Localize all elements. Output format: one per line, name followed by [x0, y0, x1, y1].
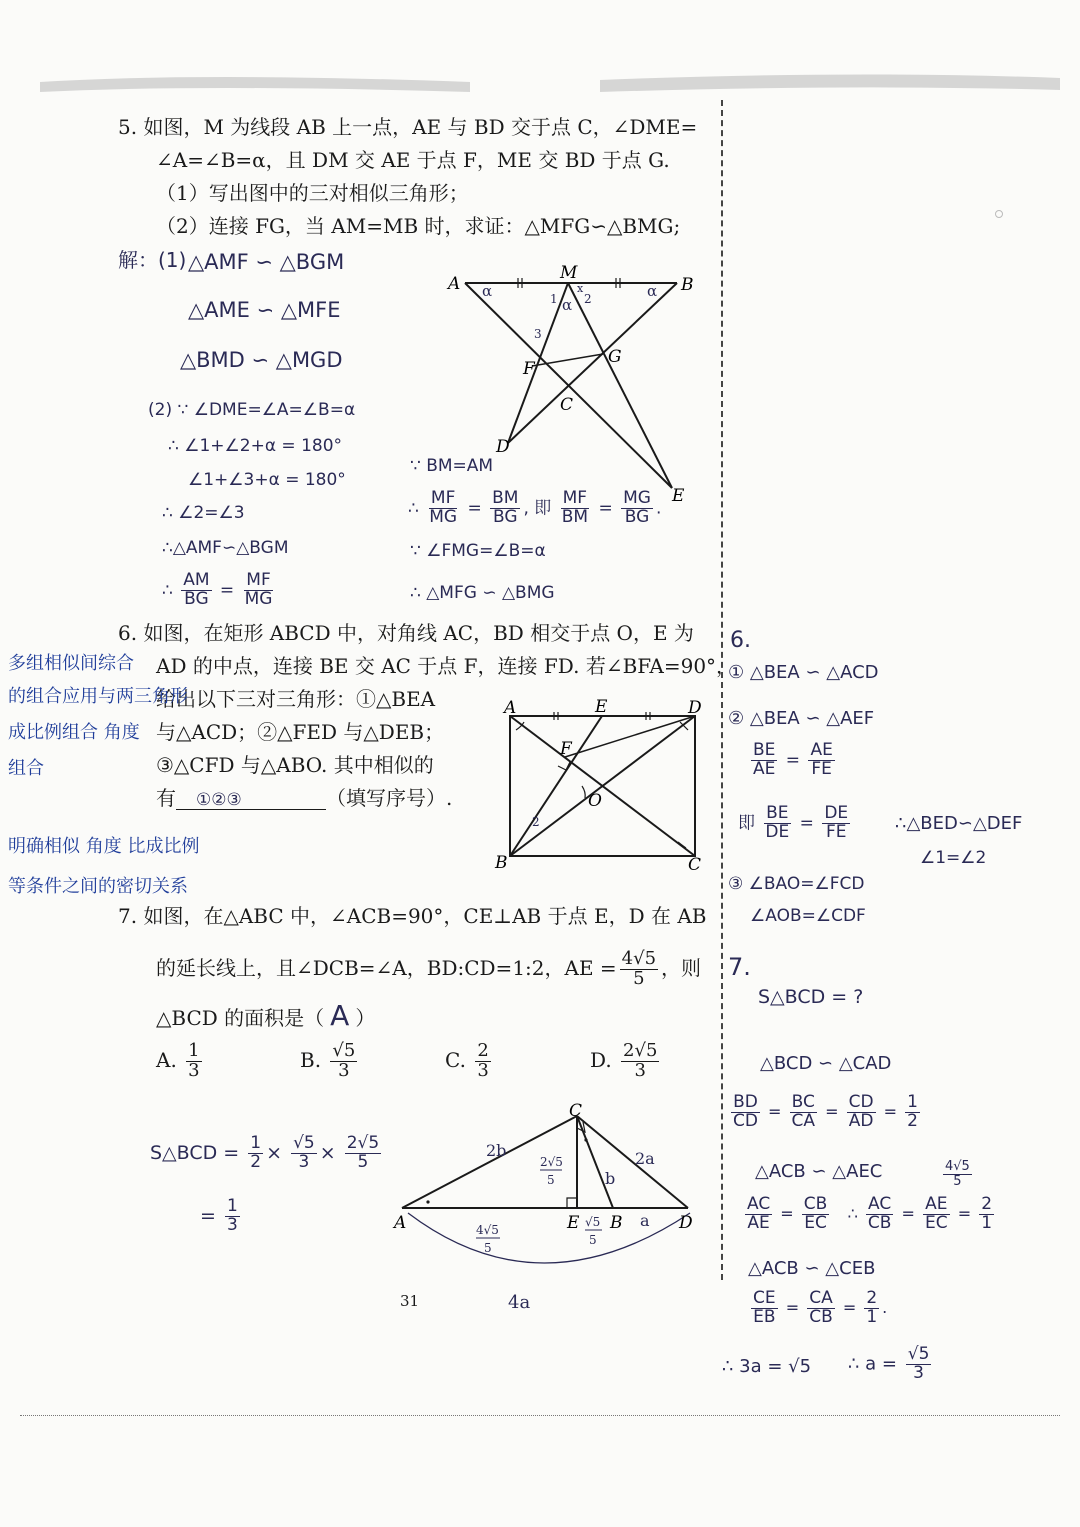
- q7-option-c: C. $\frac{2}{3}$: [445, 1040, 489, 1081]
- q7-right-num: 7.: [728, 953, 751, 981]
- q5-answer-l3: △BMD ∽ △MGD: [180, 348, 343, 372]
- q7-right-s4b: ∴ a = $\frac{√5}{3}$: [848, 1344, 930, 1383]
- q5-line2: ∠A=∠B=α，且 DM 交 AE 于点 F，ME 交 BD 于点 G.: [156, 148, 670, 172]
- label-e: E: [595, 697, 608, 717]
- q7-right-ratios3: $\frac{CE}{EB}$ = $\frac{CA}{CB}$ = $\frac{2}{1}$ .: [753, 1288, 888, 1327]
- q5-answer-label: 解：(1): [118, 248, 187, 272]
- q5-proof-c: ∠1+∠3+α = 180°: [188, 470, 346, 490]
- q5-proof-r3: ∵ ∠FMG=∠B=α: [410, 541, 546, 561]
- q6-line4: 与△ACD；②△FED 与△DEB；: [156, 720, 445, 744]
- q6-note-3: 成比例组合 角度: [8, 722, 140, 743]
- q5-proof-d: ∴ ∠2=∠3: [162, 503, 245, 523]
- page-bottom-rule: [20, 1415, 1060, 1416]
- len-ce-den: 5: [547, 1173, 555, 1187]
- arc-label-4a: 4a: [508, 1292, 531, 1313]
- q7-right-s1: △BCD ∽ △CAD: [760, 1053, 892, 1074]
- q5-figure: [440, 258, 700, 508]
- q7-left-result: = $\frac{1}{3}$: [200, 1196, 238, 1235]
- q6-note-5: 明确相似 角度 比成比例: [8, 836, 200, 857]
- q7-right-top-frac: $\frac{4√5}{5}$: [945, 1159, 970, 1189]
- q6-right-ratio2: 即 $\frac{BE}{DE}$ = $\frac{DE}{FE}$: [738, 803, 849, 842]
- label-f: F: [523, 359, 535, 379]
- q6-note-6: 等条件之间的密切关系: [8, 876, 188, 897]
- scan-shadow: [0, 70, 1080, 100]
- q7-line3: △BCD 的面积是（ A ）: [156, 999, 376, 1032]
- segment-md: [508, 283, 568, 443]
- label-d: D: [679, 1213, 693, 1233]
- q6-right-num: 6.: [730, 628, 751, 653]
- angle-3: 3: [534, 327, 542, 341]
- q6-right-a5: ③ ∠BAO=∠FCD: [728, 874, 865, 894]
- scan-speck: [995, 210, 1003, 218]
- q6-line3: 给出以下三对三角形：①△BEA: [156, 687, 436, 711]
- label-m: M: [560, 263, 578, 283]
- q5-proof-r1: ∵ BM=AM: [410, 456, 494, 476]
- q7-right-ratios1: $\frac{BD}{CD}$ = $\frac{BC}{CA}$ = $\frac{CD}{AD}$ = $\frac{1}{2}$: [733, 1092, 918, 1131]
- q7-line1: 7. 如图，在△ABC 中，∠ACB=90°，CE⊥AB 于点 E，D 在 AB: [118, 904, 707, 928]
- q7-left-calc: S△BCD = $\frac{1}{2}$ × $\frac{√5}{3}$ × $\frac{2√5}{5}$: [150, 1133, 380, 1172]
- segment-me: [568, 283, 672, 488]
- label-c: C: [569, 1101, 583, 1121]
- label-b: B: [610, 1213, 623, 1233]
- angle-alpha-m: α: [562, 296, 573, 314]
- segment-fd: [565, 716, 695, 757]
- q5-proof-a: (2) ∵ ∠DME=∠A=∠B=α: [148, 400, 356, 420]
- q7-figure: [390, 1098, 715, 1313]
- len-eb-den: 5: [589, 1233, 597, 1247]
- q7-option-d: D. $\frac{2√5}{3}$: [590, 1040, 658, 1081]
- label-e: E: [567, 1213, 580, 1233]
- q6-note-1: 多组相似间综合: [8, 653, 134, 674]
- q5-proof-b: ∴ ∠1+∠2+α = 180°: [168, 436, 343, 456]
- q6-figure: [490, 696, 715, 876]
- label-o: O: [588, 791, 602, 811]
- q7-answer: A: [330, 999, 350, 1032]
- label-c: C: [560, 395, 574, 415]
- label-c: C: [688, 855, 702, 875]
- q6-line2: AD 的中点，连接 BE 交 AC 于点 F，连接 FD. 若∠BFA=90°，: [156, 654, 737, 678]
- q5-proof-f: ∴ $\frac{AM}{BG}$ = $\frac{MF}{MG}$: [162, 570, 273, 609]
- len-ae-den: 5: [484, 1241, 492, 1255]
- label-b: B: [681, 275, 694, 295]
- q5-part2: （2）连接 FG，当 AM=MB 时，求证：△MFG∽△BMG;: [156, 214, 681, 238]
- q6-right-angles: ∠1=∠2: [920, 848, 987, 868]
- q5-line1: 5. 如图，M 为线段 AB 上一点，AE 与 BD 交于点 C，∠DME=: [118, 115, 698, 139]
- q6-right-a2: ② △BEA ∽ △AEF: [728, 708, 875, 729]
- side-a: a: [640, 1211, 650, 1230]
- angle-alpha-b: α: [647, 282, 658, 300]
- q6-right-a1: ① △BEA ∽ △ACD: [728, 662, 879, 683]
- q6-right-conclusion: ∴△BED∽△DEF: [895, 813, 1023, 834]
- angle-1: 1: [550, 292, 558, 306]
- q6-answer-blank: ①②③: [176, 792, 326, 810]
- side-2b: 2b: [486, 1141, 507, 1160]
- q6-line1: 6. 如图，在矩形 ABCD 中，对角线 AC，BD 相交于点 O，E 为: [118, 621, 694, 645]
- q6-line6: 有 ①②③ （填写序号）.: [156, 786, 453, 810]
- angle-alpha-a: α: [482, 282, 493, 300]
- label-b: B: [495, 853, 508, 873]
- label-a: A: [504, 698, 517, 718]
- q7-right-ratios2: $\frac{AC}{AE}$ = $\frac{CB}{EC}$ ∴ $\frac{AC}{CB}$ = $\frac{AE}{EC}$ = $\frac{2}{1}$: [747, 1194, 993, 1233]
- angle-2: 2: [584, 292, 592, 306]
- len-ae-num: 4√5: [476, 1223, 499, 1237]
- q6-right-a6: ∠AOB=∠CDF: [750, 906, 866, 926]
- q7-right-s2: △ACB ∽ △AEC: [755, 1161, 883, 1182]
- column-divider: [721, 100, 723, 1280]
- len-eb-num: √5: [585, 1215, 601, 1229]
- q5-proof-r4: ∴ △MFG ∽ △BMG: [410, 583, 555, 603]
- q6-note-2: 的组合应用与两三角形: [8, 686, 188, 707]
- q7-right-q: S△BCD = ?: [758, 986, 864, 1008]
- q5-answer-l2: △AME ∽ △MFE: [188, 298, 341, 322]
- label-d: D: [496, 437, 510, 457]
- q5-proof-r2: ∴ $\frac{MF}{MG}$ = $\frac{BM}{BG}$ , 即 $\frac{MF}{BM}$ = $\frac{MG}{BG}$ .: [408, 488, 662, 527]
- segment-be: [510, 716, 602, 856]
- q7-line2: 的延长线上，且∠DCB=∠A，BD:CD=1:2，AE = $\frac{4√5}{5}$ ，则: [156, 948, 702, 989]
- label-g: G: [608, 347, 622, 367]
- q7-right-s3: △ACB ∽ △CEB: [748, 1258, 876, 1279]
- side-2a: 2a: [635, 1149, 655, 1168]
- angle-2: 2: [532, 815, 540, 829]
- label-e: E: [672, 486, 685, 506]
- side-b: b: [605, 1169, 616, 1188]
- q5-answer-l1: △AMF ∽ △BGM: [188, 250, 345, 274]
- q6-line5: ③△CFD 与△ABO. 其中相似的: [156, 753, 434, 777]
- segment-cd: [577, 1116, 688, 1208]
- q6-note-4: 组合: [8, 758, 44, 779]
- label-a: A: [394, 1213, 407, 1233]
- len-ce-num: 2√5: [540, 1155, 563, 1169]
- q6-right-ratio1: $\frac{BE}{AE}$ = $\frac{AE}{FE}$: [753, 740, 833, 779]
- q7-right-s4a: ∴ 3a = √5: [722, 1356, 812, 1377]
- q5-part1: （1）写出图中的三对相似三角形；: [156, 181, 469, 205]
- q7-option-a: A. $\frac{1}{3}$: [156, 1040, 200, 1081]
- label-a: A: [448, 274, 461, 294]
- angle-tick: x: [577, 282, 584, 295]
- q5-proof-e: ∴△AMF∽△BGM: [162, 538, 289, 558]
- label-f: F: [560, 739, 572, 759]
- page-number: 31: [400, 1292, 420, 1310]
- label-d: D: [688, 698, 702, 718]
- q7-option-b: B. $\frac{√5}{3}$: [300, 1040, 356, 1081]
